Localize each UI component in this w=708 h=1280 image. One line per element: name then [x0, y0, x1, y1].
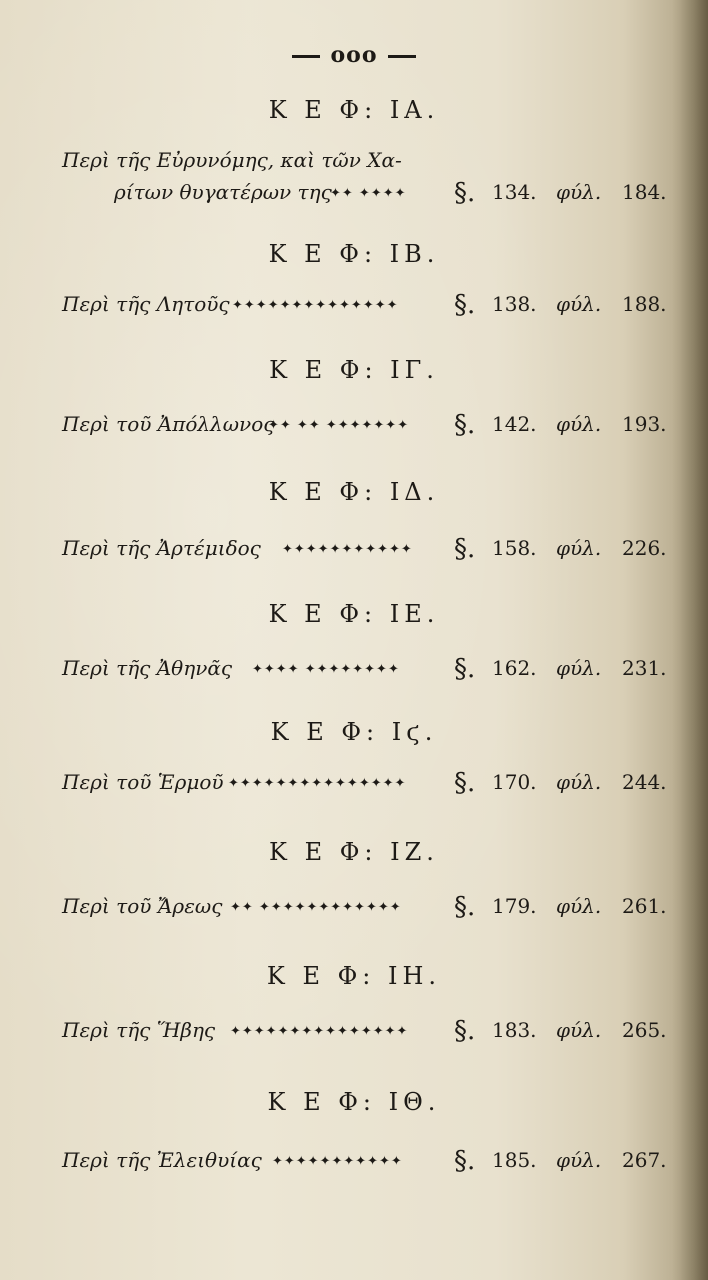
toc-entry	[62, 1018, 672, 1052]
folio-label: φύλ.	[556, 770, 602, 794]
section-mark: §.	[454, 892, 476, 922]
signature-dash-left	[292, 55, 320, 58]
section-mark: §.	[454, 654, 476, 684]
chapter-heading: Κ Ε Φ: ΙΔ.	[268, 478, 440, 506]
entry-title-line2: ρίτων θυγατέρων της	[114, 180, 332, 204]
page-number: 184.	[622, 180, 667, 204]
folio-label: φύλ.	[556, 1148, 602, 1172]
folio-label: φύλ.	[556, 180, 602, 204]
dot-leader: ✦✦ ✦✦✦✦✦✦✦✦✦✦✦✦	[230, 900, 402, 915]
section-mark: §.	[454, 178, 476, 208]
toc-entry	[62, 656, 672, 690]
chapter-heading: Κ Ε Φ: ΙΘ.	[267, 1088, 441, 1116]
section-number: 183.	[492, 1018, 537, 1042]
entry-title: Περὶ τοῦ Ἑρμοῦ	[62, 770, 224, 794]
signature-text: ooo	[330, 42, 378, 68]
dot-leader: ✦✦✦✦✦✦✦✦✦✦✦	[282, 542, 413, 557]
toc-entry	[62, 894, 672, 928]
entry-title-line1: Περὶ τῆς Εὐρυνόμης, καὶ τῶν Χα-	[62, 148, 402, 172]
page-number: 193.	[622, 412, 667, 436]
section-mark: §.	[454, 410, 476, 440]
folio-label: φύλ.	[556, 412, 602, 436]
page-number: 261.	[622, 894, 667, 918]
chapter-heading: Κ Ε Φ: ΙΗ.	[266, 962, 442, 990]
entry-title: Περὶ τοῦ Ἄρεως	[62, 894, 223, 918]
entry-title: Περὶ τῆς Ἥβης	[62, 1018, 216, 1042]
signature-dash-right	[388, 55, 416, 58]
dot-leader: ✦✦✦✦ ✦✦✦✦✦✦✦✦	[252, 662, 400, 677]
dot-leader: ✦✦ ✦✦✦✦	[330, 186, 407, 201]
section-mark: §.	[454, 290, 476, 320]
chapter-heading: Κ Ε Φ: ΙΖ.	[269, 838, 439, 866]
entry-title: Περὶ τῆς Ἐλειθυίας	[62, 1148, 262, 1172]
dot-leader: ✦✦✦✦✦✦✦✦✦✦✦✦✦✦✦	[228, 776, 407, 791]
section-mark: §.	[454, 1146, 476, 1176]
folio-label: φύλ.	[556, 292, 602, 316]
section-number: 162.	[492, 656, 537, 680]
entry-title: Περὶ τῆς Ἀρτέμιδος	[62, 536, 261, 560]
section-mark: §.	[454, 768, 476, 798]
dot-leader: ✦✦✦✦✦✦✦✦✦✦✦✦✦✦✦	[230, 1024, 409, 1039]
dot-leader: ✦✦✦✦✦✦✦✦✦✦✦	[272, 1154, 403, 1169]
section-number: 138.	[492, 292, 537, 316]
section-number: 142.	[492, 412, 537, 436]
section-number: 158.	[492, 536, 537, 560]
toc-entry	[62, 770, 672, 804]
page-number: 231.	[622, 656, 667, 680]
page-number: 244.	[622, 770, 667, 794]
dot-leader: ✦✦✦✦✦✦✦✦✦✦✦✦✦✦	[232, 298, 399, 313]
chapter-heading: Κ Ε Φ: Ιϛ.	[270, 718, 438, 746]
folio-label: φύλ.	[556, 536, 602, 560]
entry-title: Περὶ τῆς Λητοῦς	[62, 292, 230, 316]
toc-entry	[62, 536, 672, 570]
folio-label: φύλ.	[556, 894, 602, 918]
folio-label: φύλ.	[556, 1018, 602, 1042]
chapter-heading: Κ Ε Φ: ΙΑ.	[268, 96, 440, 124]
chapter-heading: Κ Ε Φ: ΙΒ.	[268, 240, 440, 268]
page-number: 265.	[622, 1018, 667, 1042]
section-number: 179.	[492, 894, 537, 918]
page-number: 188.	[622, 292, 667, 316]
section-number: 134.	[492, 180, 537, 204]
chapter-heading: Κ Ε Φ: ΙΕ.	[268, 600, 440, 628]
section-mark: §.	[454, 1016, 476, 1046]
toc-entry	[62, 292, 672, 326]
section-mark: §.	[454, 534, 476, 564]
page-number: 267.	[622, 1148, 667, 1172]
chapter-heading: Κ Ε Φ: ΙΓ.	[269, 356, 439, 384]
section-number: 185.	[492, 1148, 537, 1172]
page-number: 226.	[622, 536, 667, 560]
entry-title: Περὶ τοῦ Ἀπόλλωνος	[62, 412, 275, 436]
toc-entry	[62, 412, 672, 446]
entry-title: Περὶ τῆς Ἀθηνᾶς	[62, 656, 233, 680]
dot-leader: ✦✦ ✦✦ ✦✦✦✦✦✦✦	[268, 418, 410, 433]
section-number: 170.	[492, 770, 537, 794]
page-signature	[0, 42, 708, 68]
folio-label: φύλ.	[556, 656, 602, 680]
toc-entry	[62, 1148, 672, 1182]
